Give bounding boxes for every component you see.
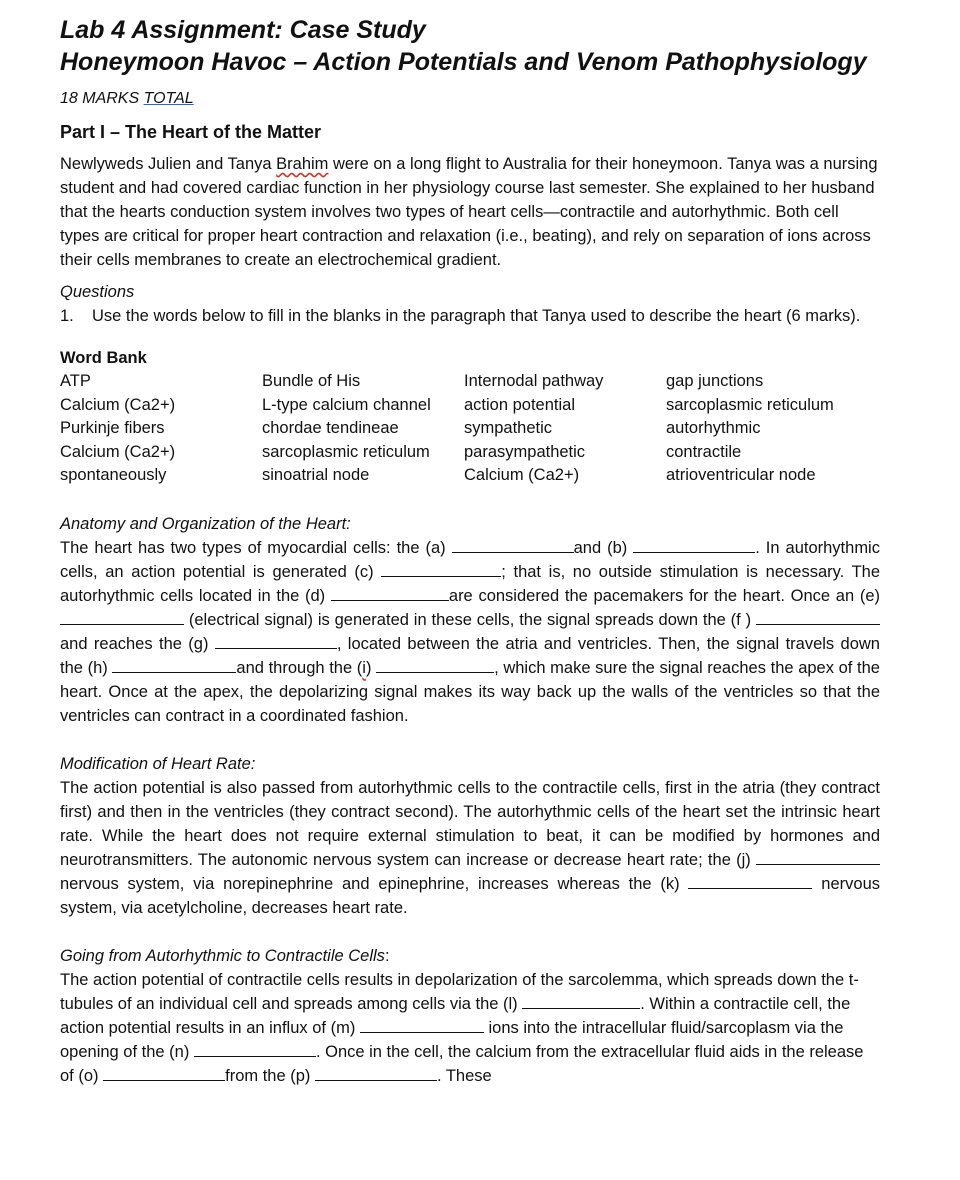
word-bank-column (60, 370, 262, 488)
word-bank-item: Bundle of His (262, 372, 361, 390)
question-1 (60, 304, 880, 328)
contractile-text: . Within a contractile cell, the action potential results in an influx of (m) (60, 994, 851, 1037)
word-bank-item: sinoatrial node (262, 466, 370, 484)
contractile-text: . Once in the cell, the calcium from the extracellular fluid aids in the release of (o) (60, 1042, 864, 1085)
blank-d[interactable] (331, 586, 449, 601)
intro-before-name: Newlyweds Julien and Tanya (60, 155, 277, 173)
anatomy-text: , which make sure the signal reaches the apex of the heart. Once at the apex, the depolarizing signal makes its way back up the walls of the ventricles so that the ventricles can contract in a coordinated fashion. (60, 658, 880, 725)
marks-total-word: TOTAL (143, 90, 194, 107)
word-bank-item: atrioventricular node (666, 466, 816, 484)
word-bank-item: L-type calcium channel (262, 395, 431, 414)
word-bank-item: autorhythmic (666, 419, 761, 437)
word-bank-item: parasympathetic (464, 442, 586, 461)
word-bank-item: ATP (60, 372, 91, 390)
word-bank-item: Purkinje fibers (60, 419, 165, 437)
anatomy-text: and through the ( (236, 658, 363, 677)
word-bank-item: sarcoplasmic reticulum (666, 395, 834, 414)
contractile-heading-text: Going from Autorhythmic to Contractile Cells (60, 946, 385, 965)
contractile-text: from the (p) (225, 1066, 315, 1085)
word-bank-item: Calcium (Ca2+) (60, 442, 176, 461)
case-study-title: Honeymoon Havoc – Action Potentials and Venom Pathophysiology (60, 48, 867, 76)
modification-paragraph (60, 776, 880, 920)
marks-total (60, 88, 880, 110)
blank-o[interactable] (103, 1066, 225, 1081)
part1-heading: Part I – The Heart of the Matter (60, 122, 322, 142)
blank-e[interactable] (60, 610, 184, 625)
anatomy-text: and (b) (573, 538, 634, 557)
blank-k[interactable] (688, 874, 812, 889)
blank-b[interactable] (633, 538, 755, 553)
blank-h[interactable] (112, 658, 236, 673)
word-bank-item: sarcoplasmic reticulum (262, 442, 430, 461)
anatomy-text: . In autorhythmic cells, an action potential is generated (c) (60, 538, 880, 581)
word-bank-column (464, 370, 666, 488)
modification-text: nervous system, via acetylcholine, decreases heart rate. (60, 874, 880, 917)
blank-m[interactable] (360, 1018, 484, 1033)
blank-n[interactable] (194, 1042, 316, 1057)
blank-f[interactable] (756, 610, 880, 625)
document-page (60, 14, 880, 1088)
question-1-number: 1. (60, 307, 74, 325)
modification-text: nervous system, via norepinephrine and epinephrine, increases whereas the (k) (60, 874, 689, 893)
word-bank-column (262, 370, 464, 488)
blank-a[interactable] (452, 538, 574, 553)
word-bank-title: Word Bank (60, 349, 147, 367)
lab-title: Lab 4 Assignment: Case Study (60, 16, 426, 44)
word-bank-item: action potential (464, 395, 575, 414)
modification-heading: Modification of Heart Rate: (60, 754, 256, 773)
word-bank-item: Internodal pathway (464, 372, 604, 390)
blank-l[interactable] (522, 994, 640, 1009)
word-bank-item: sympathetic (464, 419, 553, 437)
intro-paragraph (60, 152, 880, 272)
anatomy-paragraph (60, 536, 880, 728)
question-1-text: Use the words below to fill in the blanks in the paragraph that Tanya used to describe the heart (6 marks). (92, 307, 861, 325)
blank-i[interactable] (376, 658, 494, 673)
contractile-text: The action potential of contractile cells results in depolarization of the sarcolemma, which spreads down the t-tubules of an individual cell and spreads among cells via the (l) (60, 970, 859, 1013)
contractile-heading-colon: : (384, 946, 390, 965)
anatomy-text: (electrical signal) is generated in these cells, the signal spreads down the (f ) (184, 610, 756, 629)
word-bank-item: chordae tendineae (262, 419, 399, 437)
contractile-text: ions into the intracellular fluid/sarcoplasm via the opening of the (n) (60, 1018, 844, 1061)
word-bank-grid (60, 370, 880, 488)
contractile-heading (60, 944, 880, 968)
anatomy-text: and reaches the (g) (60, 634, 215, 653)
questions-label: Questions (60, 283, 135, 301)
word-bank-column (666, 370, 880, 488)
blank-c[interactable] (381, 562, 501, 577)
blank-p[interactable] (315, 1066, 437, 1081)
intro-after-name: were on a long flight to Australia for their honeymoon. Tanya was a nursing student and had covered cardiac function in her physiology course last semester. She explained to her husband that the hearts conduction system involves two types of heart cells—contractile and autorhythmic. Both cell types are critical for proper heart contraction and relaxation (i.e., beating), and rely on separation of ions across their cells membranes to create an electrochemical gradient. (60, 155, 878, 269)
blank-j[interactable] (756, 850, 880, 865)
anatomy-text: , located between the atria and ventricles. Then, the signal travels down the (h) (60, 634, 880, 677)
word-bank-item: Calcium (Ca2+) (464, 466, 580, 484)
intro-name: Brahim (276, 155, 329, 173)
modification-text: The action potential is also passed from autorhythmic cells to the contractile cells, first in the atria (they contract first) and then in the ventricles (they contract second). The autorhythmic cells of the heart set the intrinsic heart rate. While the heart does not require external stimulation to beat, it can be modified by hormones and neurotransmitters. The autonomic nervous system can increase or decrease heart rate; the (j) (60, 778, 880, 869)
anatomy-heading: Anatomy and Organization of the Heart: (60, 514, 351, 533)
anatomy-text: ) (365, 658, 377, 677)
word-bank-item: gap junctions (666, 372, 764, 390)
anatomy-text: ; that is, no outside stimulation is necessary. The autorhythmic cells located in the (d) (60, 562, 880, 605)
marks-prefix: 18 MARKS (60, 90, 144, 107)
contractile-text: . These (436, 1066, 492, 1085)
anatomy-text-i: i (362, 658, 366, 677)
anatomy-text: The heart has two types of myocardial cells: the (a) (60, 538, 452, 557)
word-bank-item: contractile (666, 442, 742, 461)
word-bank-item: Calcium (Ca2+) (60, 395, 176, 414)
anatomy-text: are considered the pacemakers for the heart. Once an (e) (448, 586, 881, 605)
contractile-paragraph (60, 968, 880, 1088)
word-bank-item: spontaneously (60, 466, 167, 484)
blank-g[interactable] (215, 634, 337, 649)
